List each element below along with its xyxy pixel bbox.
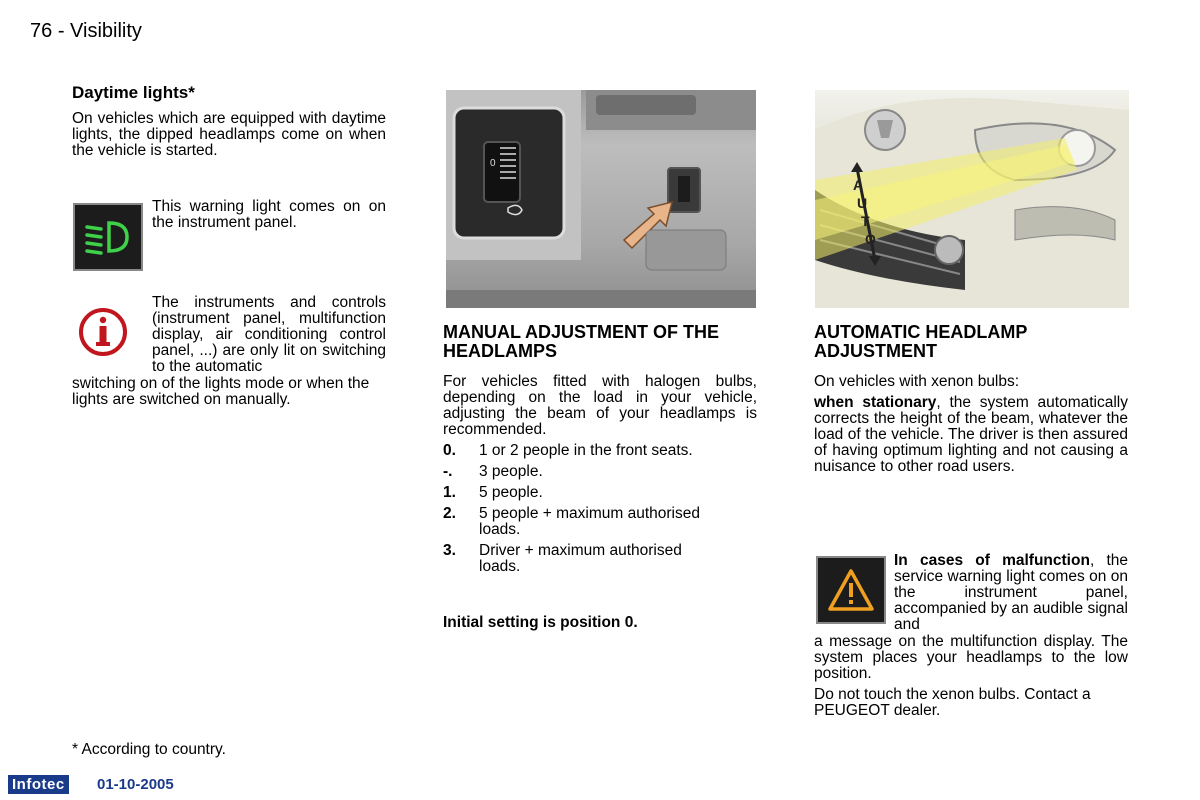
stationary-text: , the system automatically corrects the height of the beam, whatever the load of the vehicle. The driver is then assured of having optimum lighting and not causing a nuisance to other road users. [814,394,1128,475]
dipped-beam-warning-icon [73,203,143,271]
information-icon [76,303,130,361]
initial-setting: Initial setting is position 0. [443,614,638,631]
stationary-bold: when stationary [814,394,937,411]
svg-text:0: 0 [490,158,496,169]
auto-letter-u: U [857,195,868,211]
auto-letter-a: A [853,177,864,193]
auto-letter-o: O [865,231,876,247]
footnote: * According to country. [72,741,226,758]
automatic-adjustment-title: AUTOMATIC HEADLAMP ADJUSTMENT [814,322,1027,361]
auto-letter-t: T [861,213,870,229]
page-number: 76 [30,20,53,42]
left-column [72,84,386,159]
stationary-paragraph [814,395,1128,475]
daytime-lights-title: Daytime lights* [72,83,195,102]
infotec-logo: Infotec [8,775,69,794]
warning-light-text: This warning light comes on on the instrument panel. [152,198,386,231]
malfunction-text: , the service warning light comes on on the instrument panel, accompanied by an audible signal and [894,552,1128,633]
section-title: Visibility [70,20,142,42]
list-item: 3. Driver + maximum authorised loads. [443,542,682,575]
xenon-warning: Do not touch the xenon bulbs. Contact a PEUGEOT dealer. [814,686,1091,719]
page-header [30,20,142,43]
manual-adjustment-title: MANUAL ADJUSTMENT OF THE HEADLAMPS [443,322,719,361]
footer-date: 01-10-2005 [97,776,174,793]
list-item: 0. 1 or 2 people in the front seats. [443,442,693,459]
daytime-lights-text: On vehicles which are equipped with daytime lights, the dipped headlamps come on when the vehicle is started. [72,110,386,159]
xenon-intro: On vehicles with xenon bulbs: [814,373,1020,390]
list-item: 2. 5 people + maximum authorised loads. [443,505,700,538]
info-text-part1: The instruments and controls (instrument panel, multifunction display, air conditioning control panel, ...) are only lit on switching to the automatic [152,294,386,375]
list-item: -. 3 people. [443,463,543,480]
malfunction-paragraph-part1 [894,553,1128,633]
info-text-part2: switching on of the lights mode or when the lights are switched on manually. [72,375,370,408]
service-warning-icon [816,556,886,624]
list-item: 1. 5 people. [443,484,543,501]
manual-adjustment-intro: For vehicles fitted with halogen bulbs, depending on the load in your vehicle, adjusting the beam of your headlamps is recommended. [443,373,757,438]
adjustment-position-list [443,443,703,580]
header-separator: - [57,20,65,42]
malfunction-paragraph-part2: a message on the multifunction display. The system places your headlamps to the low position. [814,633,1128,682]
malfunction-bold: In cases of malfunction [894,552,1090,569]
automatic-headlamp-photo [815,90,1129,308]
headlamp-adjustment-photo [446,90,756,308]
